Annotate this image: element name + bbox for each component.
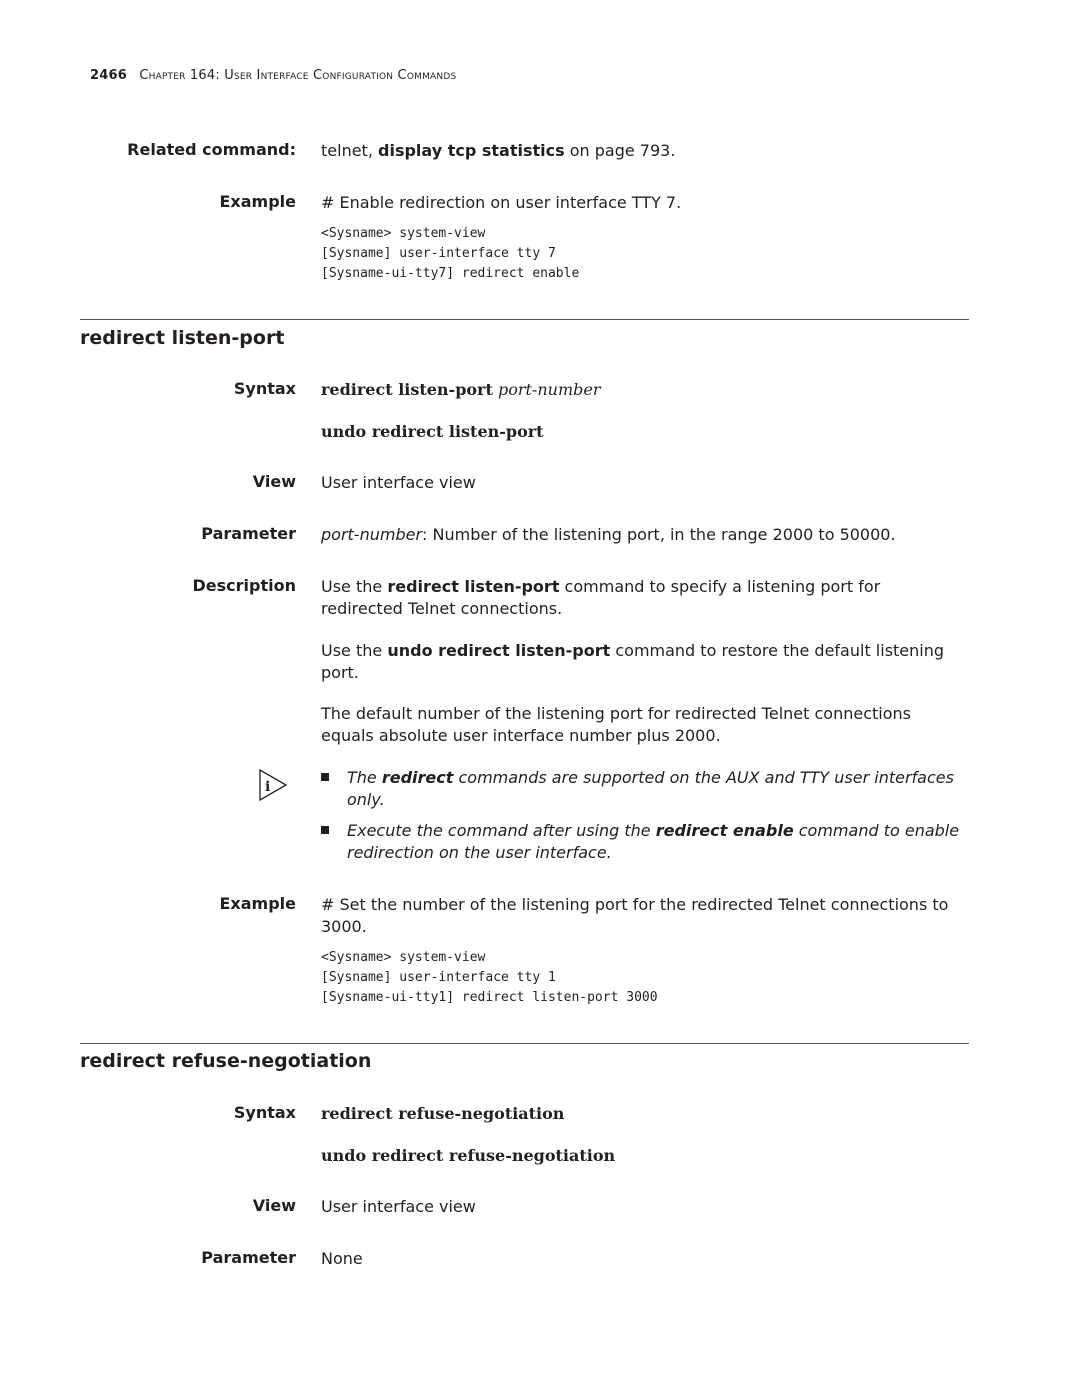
- syntax-command: redirect refuse-negotiation: [321, 1104, 565, 1123]
- code-line: <Sysname> system-view: [321, 950, 486, 965]
- related-display-tcp: display tcp statistics: [378, 141, 565, 160]
- parameter-text: None: [321, 1249, 363, 1268]
- info-note-icon: [256, 768, 290, 802]
- syntax-line-2: [321, 1146, 615, 1165]
- desc-text: command to restore the default listening port.: [321, 641, 945, 682]
- desc-text: Use the: [321, 641, 388, 660]
- note-fragment: Execute the command after using the: [347, 821, 656, 840]
- note-text: [347, 820, 966, 864]
- desc-text: Use the: [321, 577, 388, 596]
- desc-command: undo redirect listen-port: [387, 641, 611, 660]
- code-block-1: [321, 224, 579, 284]
- parameter-label: Parameter: [201, 524, 296, 543]
- related-command-label: Related command:: [127, 140, 296, 159]
- note-fragment: The: [347, 768, 382, 787]
- chapter-title: Chapter 164: User Interface Configuration Commands: [139, 68, 457, 83]
- related-command-text: [321, 140, 966, 162]
- code-line: [Sysname-ui-tty7] redirect enable: [321, 266, 580, 281]
- description-label: Description: [192, 576, 296, 595]
- parameter-label: Parameter: [201, 1248, 296, 1267]
- example-text: # Set the number of the listening port for the redirected Telnet connections to 3000.: [321, 895, 949, 936]
- note-fragment: commands are supported on the AUX and TTY user interfaces only.: [347, 768, 954, 809]
- note-text: [347, 767, 966, 811]
- section-divider: [80, 1043, 969, 1044]
- svg-text:i: i: [265, 779, 271, 795]
- view-text: User interface view: [321, 473, 476, 492]
- description-paragraph-2: [321, 640, 966, 684]
- code-line: [Sysname-ui-tty1] redirect listen-port 3000: [321, 990, 658, 1005]
- syntax-command: redirect listen-port: [321, 380, 493, 399]
- syntax-line-1: [321, 1104, 564, 1123]
- code-line: [Sysname] user-interface tty 7: [321, 246, 556, 261]
- section-title-refuse-negotiation: redirect refuse-negotiation: [80, 1050, 372, 1072]
- note-command: redirect: [381, 768, 454, 787]
- example-label: Example: [219, 192, 296, 211]
- code-line: [Sysname] user-interface tty 1: [321, 970, 556, 985]
- syntax-label: Syntax: [233, 1103, 296, 1122]
- view-text: User interface view: [321, 1197, 476, 1216]
- syntax-line-1: [321, 380, 600, 399]
- bullet-square-icon: [321, 826, 329, 834]
- related-telnet: telnet,: [321, 141, 373, 160]
- code-block-2: [321, 948, 658, 1008]
- syntax-undo-command: undo redirect listen-port: [321, 422, 544, 441]
- section-title-listen-port: redirect listen-port: [80, 327, 285, 349]
- example-label: Example: [219, 894, 296, 913]
- description-paragraph-3: The default number of the listening port for redirected Telnet connections equals absolute user interface number plus 2000.: [321, 704, 911, 745]
- note-command: redirect enable: [655, 821, 794, 840]
- view-label: View: [252, 1196, 296, 1215]
- parameter-name: port-number: [321, 525, 423, 544]
- code-line: <Sysname> system-view: [321, 226, 486, 241]
- note-item-2: [321, 820, 966, 864]
- description-paragraph-1: [321, 576, 966, 620]
- running-head: [90, 68, 456, 83]
- desc-text: command to specify a listening port for redirected Telnet connections.: [321, 577, 881, 618]
- bullet-square-icon: [321, 773, 329, 781]
- syntax-argument: port-number: [497, 380, 601, 399]
- page-number: 2466: [90, 68, 127, 83]
- parameter-description: : Number of the listening port, in the range 2000 to 50000.: [422, 525, 896, 544]
- syntax-label: Syntax: [233, 379, 296, 398]
- example-text: # Enable redirection on user interface TTY 7.: [321, 193, 682, 212]
- syntax-line-2: [321, 422, 544, 441]
- note-item-1: [321, 767, 966, 811]
- related-page-ref: on page 793.: [569, 141, 676, 160]
- section-divider: [80, 319, 969, 320]
- note-fragment: command to enable redirection on the user interface.: [347, 821, 960, 862]
- desc-command: redirect listen-port: [387, 577, 560, 596]
- syntax-undo-command: undo redirect refuse-negotiation: [321, 1146, 616, 1165]
- parameter-text: [321, 524, 966, 546]
- view-label: View: [252, 472, 296, 491]
